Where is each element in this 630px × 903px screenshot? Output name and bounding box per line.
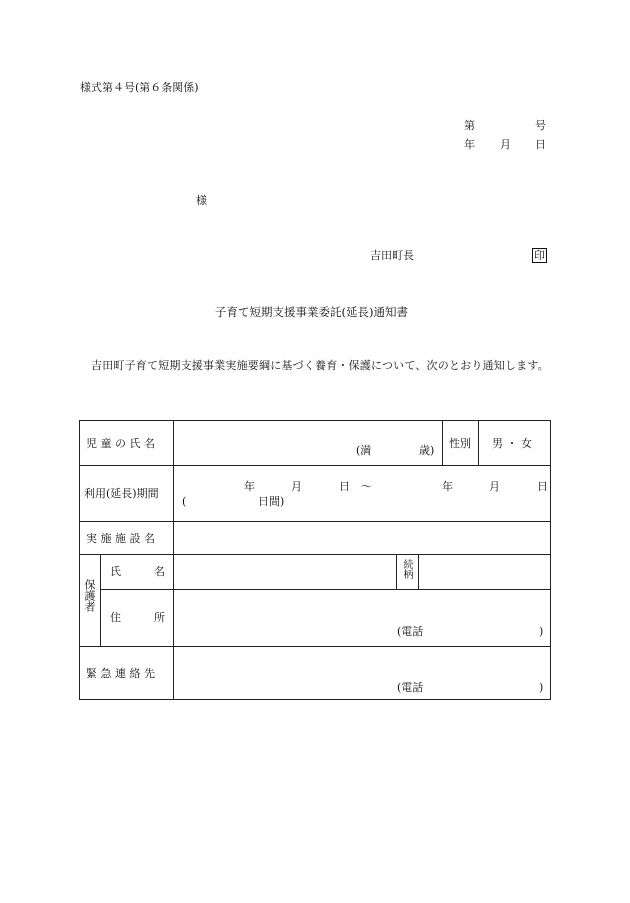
start-day: 日 [339, 480, 350, 493]
document-title: 子育て短期支援事業委託(延長)通知書 [215, 305, 408, 319]
guardian-label: 保護者 [83, 579, 96, 612]
emergency-phone-open: (電話 [397, 681, 424, 694]
period-label: 利用(延長)期間 [84, 487, 159, 500]
age-open: (満 [356, 444, 372, 457]
address-label: 住 所 [110, 611, 165, 624]
sex-label: 性別 [449, 437, 471, 450]
notice-table [79, 420, 551, 700]
emergency-phone-close: ) [539, 681, 544, 694]
sex-options: 男 ・ 女 [492, 437, 532, 450]
child-name-label: 児 童 の 氏 名 [86, 437, 155, 450]
body-text: 吉田町子育て短期支援事業実施要綱に基づく養育・保護について、次のとおり通知します。 [91, 359, 549, 372]
end-year: 年 [442, 480, 453, 493]
days-open: ( [182, 495, 187, 508]
date-day: 日 [535, 138, 546, 151]
issuer: 吉田町長 [370, 249, 414, 262]
date-year: 年 [464, 138, 475, 151]
end-day: 日 [537, 480, 548, 493]
address-phone-open: (電話 [397, 625, 424, 638]
address-phone-close: ) [539, 625, 544, 638]
days-close: 日間) [258, 495, 285, 508]
facility-label: 実 施 施 設 名 [86, 532, 155, 545]
relation-label: 続柄 [401, 559, 412, 579]
date-month: 月 [500, 138, 511, 151]
doc-number-suffix: 号 [535, 119, 546, 132]
start-year: 年 [244, 480, 255, 493]
seal-mark: 印 [534, 249, 545, 262]
start-month: 月 [291, 480, 302, 493]
doc-number-prefix: 第 [464, 119, 475, 132]
form-number: 様式第４号(第６条関係) [80, 81, 199, 94]
emergency-label: 緊 急 連 絡 先 [86, 667, 155, 680]
age-close: 歳) [419, 444, 435, 457]
recipient-suffix: 様 [196, 194, 207, 207]
guardian-name-label: 氏 名 [110, 565, 165, 578]
period-tilde: ～ [361, 480, 372, 493]
end-month: 月 [489, 480, 500, 493]
